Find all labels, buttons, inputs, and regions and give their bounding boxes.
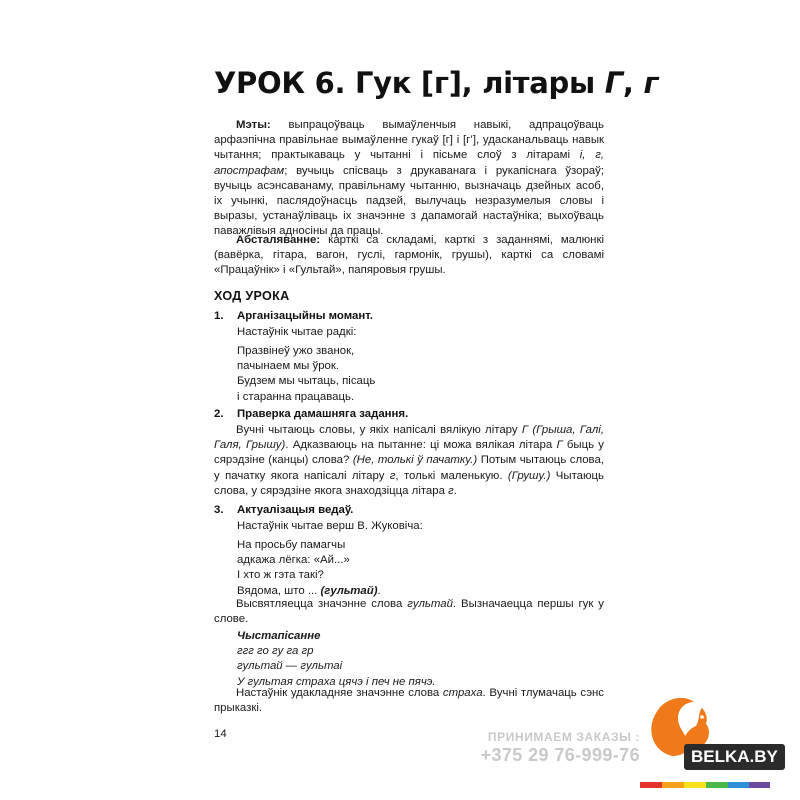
goals-paragraph: Мэты: выпрацоўваць вымаўленчыя навыкі, адпрацоўваць арфаэпічна правільнае вымаўленне гукаў [г] і [г’], удасканальваць навык чытання; практыкаваць у чытанні і пісьме слоў з літарамі і, г, апострафам; вучыць спісваць з друкаванага і рукапіснага ўзораў; вучыць асэнсаванаму, правільнаму чытанню, вызначаць дзейных асоб, іх учынкі, паслядоўнасць падзей, вылучаць незразумелыя словы і выразы, устанаўліваць іх значэнне з дапамогай настаўніка; выхоўваць паважлівыя адносіны да працы. — [214, 119, 604, 238]
exercise-title: Чыстапісанне — [237, 630, 321, 642]
equipment-paragraph: Абсталяванне: карткі са складамі, карткі з заданнямі, малюнкі (вавёрка, гітара, вагон, гуслі, гармонік, грушы), карткі са словамі «Працаўнік» і «Гультай», папяровыя грушы. — [214, 234, 604, 277]
stripe-4 — [706, 782, 728, 788]
item-2-paragraph: Вучні чытаюць словы, у якіх напісалі вялікую літару Г (Грыша, Галі, Галя, Грышу). Адказваюць на пытанне: ці можа вялікая літара Г быць у сярэдзіне (канцы) слова? (Не, толькі ў пачатку.) Потым чытаюць слова, у пачатку якога напісалі літару г, толькі маленькую. (Грушу.) Чытаюць слова, у сярэдзіне якога знаходзіцца літара г. — [214, 424, 604, 497]
stripe-6 — [749, 782, 770, 788]
logo-text: BELKA.BY — [684, 744, 785, 770]
logo-stripes — [640, 782, 770, 788]
item-3-poem: На просьбу памагчы адкажа лёгка: «Ай...» І хто ж гэта такі? Вядома, што ... (гультай). — [237, 539, 381, 597]
item-3-heading: 3. Актуалізацыя ведаў. — [214, 504, 354, 516]
stripe-5 — [728, 782, 749, 788]
item-1-intro: Настаўнік чытае радкі: — [237, 326, 357, 338]
belka-logo — [640, 690, 778, 790]
item-1-poem: Празвінеў ужо званок, пачынаем мы ўрок. Будзем мы чытаць, пісаць і старанна працаваць. — [237, 345, 376, 403]
lesson-title: УРОК 6. Гук [г], літары Г, г — [214, 66, 659, 100]
item-3-paragraph-1: Высвятляецца значэнне слова гультай. Вызначаецца першы гук у слове. — [214, 598, 604, 626]
item-1-heading: 1. Арганізацыйны момант. — [214, 310, 373, 322]
item-3-intro: Настаўнік чытае верш В. Жуковіча: — [237, 520, 423, 532]
watermark-phone: +375 29 76-999-76 — [480, 745, 640, 765]
exercise-block: Чыстапісанне ггг го гу га гр гультай — гультаі У гультая страха цячэ і печ не пячэ. — [237, 630, 436, 688]
item-2-heading: 2. Праверка дамашняга задання. — [214, 408, 409, 420]
watermark-order-text: ПРИНИМАЕМ ЗАКАЗЫ : — [487, 730, 640, 744]
stripe-1 — [640, 782, 662, 788]
stripe-2 — [662, 782, 684, 788]
page-number: 14 — [214, 728, 227, 740]
item-3-paragraph-2: Настаўнік удакладняе значэнне слова страха. Вучні тлумачаць сэнс прыказкі. — [214, 687, 604, 715]
stripe-3 — [684, 782, 706, 788]
watermark-text — [481, 730, 640, 766]
section-title: ХОД УРОКА — [214, 289, 290, 303]
